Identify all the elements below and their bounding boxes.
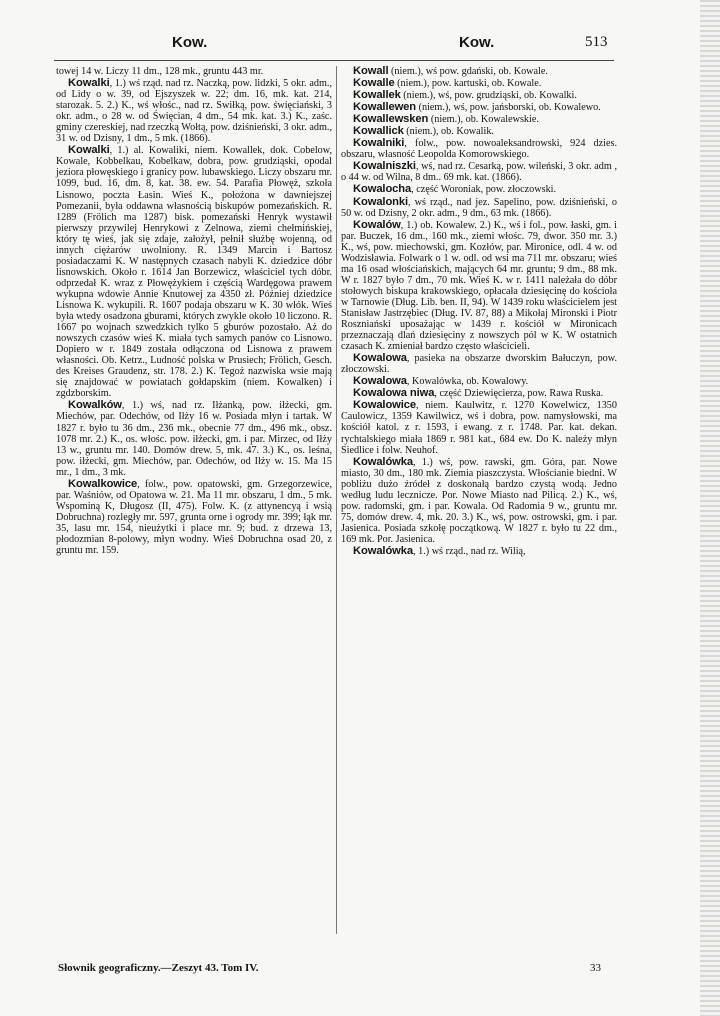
dictionary-entry — [341, 102, 617, 113]
entry-headword: Kowalniki — [353, 137, 405, 150]
entry-text: (niem.), wś, pow. jańsborski, ob. Kowalewo. — [416, 102, 601, 114]
entry-headword: Kowalowa niwa — [353, 387, 435, 400]
dictionary-entry — [341, 546, 617, 557]
header-left-guideword: Kow. — [172, 34, 208, 51]
entry-text: , 1.) wś rząd. nad rz. Naczką, pow. lidzki, 5 okr. adm., od Lidy o w. 39, od Ejszyszek w. 22; dm. 16, mk. kat. 214, starozak. 5. 2.) K., wś włośc., nad rz. Swiłką, pow. święciański, 3 okr. adm., o 28 w. od Święcian, 4 dm., 54 mk. kat. 3.) K., zaśc. gminy czereskiej, nad rzeczką Wołtą, pow. dziśnieński, 3 okr. adm., 31 w. od Dzisny, 1 dm., 5 mk. (1866). — [56, 78, 332, 145]
dictionary-entry — [341, 376, 617, 387]
entry-text: , 1.) al. Kowaliki, niem. Kowallek, dok. Cobelow, Kowale, Kobbelkau, Kobelkaw, dobra, pow. grudziąski, opodal jeziora płowęskiego i granicy pow. lubawskiego. Liczy obszaru mr. 1099, bud. 16, dm. 8, kat. 38. ew. 54. Parafia Płowęż, szkoła Lisnowo, poczta Łasin. Wieś K., położona w dawniejszej Pomezanii, była oddawna własnością biskupów pomezańskich. R. 1289 (Frölich ma 1287) bisk. pomezański Henryk wystawił pierwszy przywilej Henrykowi z Zelnowa, ziemi chełmińskiej, który tę wieś, jak się zdaje, założył, pełnił służbę wojenną, od innych ciężarów uwolniony. R. 1349 Marcin i Bartosz posiadaczami K. W następnych czasach nabyli K. dziedzice dóbr lisnowskich. Około r. 1614 Jan Borzewicz, właściciel tych dóbr. odprzedał K. wraz z Płowężykiem i częścią Wardęgowa prawem wykupna wdowie Annie Knutowej za 4350 zł. Później dziedzice Lisnowa K. wykupili. R. 1607 podaja obszaru w K. 30 włók. Wieś była wtedy osadzona gburami, których zwykle około 10 liczono. R. 1667 po wojnach szwedzkich tylko 5 gburów pozostało. Aż do nowszych czasów wieś K. miała tych samych panów co Lisnowo. Dopiero w r. 1849 została odłączona od Lisnowa z prawem własności. Ob. Ketrz., Ludność polska w Prusiech; Frölich, Gesch. des Kreises Graudenz, str. 178. 2.) K. Tegoż nazwiska wsie mają się znajdować w powiatach gołdapskim (niem. Kowalken) i zgdzborskim. — [56, 145, 332, 400]
entry-text: (niem.), ob. Kowalewskie. — [428, 114, 539, 126]
entry-headword: Kowalki — [68, 144, 110, 157]
dictionary-entry — [56, 145, 332, 399]
footer-signature: Słownik geograficzny.—Zeszyt 43. Tom IV. — [58, 962, 259, 974]
entry-headword: Kowalle — [353, 77, 395, 90]
entry-text: , wś rząd., nad jez. Sapelino, pow. dziśnieński, o 50 w. od Dzisny, 2 okr. adm., 9 dm., 63 mk. (1866). — [341, 196, 617, 219]
entry-text: towej 14 w. Liczy 11 dm., 128 mk., gruntu 443 mr. — [56, 66, 264, 77]
entry-text: , folw., pow. nowoaleksandrowski, 924 dzies. obszaru, własność Leopolda Komorowskiego. — [341, 138, 617, 161]
entry-text: , część Woroniak, pow. złoczowski. — [411, 184, 557, 196]
entry-continuation — [56, 66, 332, 77]
entry-text: (niem.), wś pow. gdański, ob. Kowale. — [388, 66, 548, 77]
entry-headword: Kowalonki — [353, 195, 409, 208]
entry-text: , niem. Kaulwitz, r. 1270 Kowelwicz, 1350 Caulowicz, 1359 Kawilwicz, wś i dobra, pow. namysłowski, ma kościół katol. z r. 1593, i ewang. z r. 1748. Par. kat. dekan. rychtalskiego miała 1869 r. 981 kat., 684 ew. Do K. należy młyn Siedlice i folw. Neuhof. — [341, 400, 617, 456]
running-header — [0, 34, 720, 54]
footer-sheet-number: 33 — [590, 962, 601, 974]
dictionary-entry — [341, 66, 617, 77]
entry-headword: Kowalniszki — [353, 160, 416, 173]
dictionary-entry — [341, 161, 617, 183]
entry-text: (niem.), ob. Kowalik. — [403, 126, 494, 138]
entry-headword: Kowallek — [353, 89, 401, 102]
dictionary-entry — [341, 78, 617, 89]
dictionary-entry — [341, 400, 617, 455]
entry-headword: Kowalów — [353, 218, 401, 231]
header-right-guideword: Kow. — [459, 34, 495, 51]
entry-headword: Kowalków — [68, 399, 122, 412]
entry-text: , pasieka na obszarze dworskim Bałuczyn, pow. złoczowski. — [341, 353, 617, 376]
column-divider — [336, 66, 337, 934]
entry-text: , część Dziewięcierza, pow. Rawa Ruska. — [434, 388, 604, 400]
entry-headword: Kowalowa — [353, 352, 407, 365]
entry-headword: Kowallewen — [353, 101, 417, 114]
right-column — [341, 66, 617, 558]
dictionary-entry — [341, 184, 617, 195]
entry-headword: Kowalocha — [353, 183, 412, 196]
entry-text: , 1.) wś, pow. rawski, gm. Góra, par. Nowe miasto, 30 dm., 180 mk. Ziemia piaszczysta. Włościanie biedni. W pobliżu dużo źródeł z doskonałą bardzo czystą wodą. Jedno według ludu lecznicze. Por. Nowe Miasto nad Pilicą. 2.) K., wś, pow. radomski, gm. i par. Kowala. Od Radomia 9 w., gruntu mr. 75, domów drew. 4, mk. 20. 3.) K., wś, pow. ostrowski, gm. i par. Jasienica. Posiada szkołę początkową. W 1827 r. było tu 22 dm., 169 mk. Por. Jasienica. — [341, 456, 617, 545]
entry-headword: Kowalówka — [353, 455, 414, 468]
dictionary-entry — [56, 479, 332, 556]
dictionary-entry — [56, 400, 332, 477]
page-footer — [0, 962, 720, 978]
dictionary-entry — [341, 457, 617, 545]
dictionary-entry — [341, 220, 617, 353]
dictionary-entry — [341, 138, 617, 160]
page-number: 513 — [585, 34, 608, 50]
entry-headword: Kowalówka — [353, 544, 414, 557]
entry-text: , 1.) ob. Kowalew. 2.) K., wś i fol., pow. łaski, gm. i par. Buczek, 16 dm., 160 mk., ziemi włośc. 79, dwor. 350 mr. 3.) K., wś, pow. miechowski, gm. Kozłów, par. Mironice, odl. 4 w. od Wodzisławia. Folwark o 1 w. odl. od wsi ma 711 mr. obszaru; wieś ma 16 osad włościańskich, mających 64 mr. gruntu; 9 dm., 88 mk. W r. 1827 było 7 dm., 70 mk. Wieś K. w r. 1411 należała do dóbr stołowych biskupa krakowskiego, opłacała dziesięcinę do kościoła w Tarnowie (Dług. Lib. ben. II, 94). W 1439 roku właścicielem jest Stanisław Jastrzębiec (Dług. IV. 87, 88) a Mikołaj Mironski i Piotr Roszniański uposażając w 1439 r. kościół w Mironicach przeznaczają dlań dziesięciny z nowszych pól w K. W ostatnich czasach K. zmieniał bardzo często właścicieli. — [341, 219, 617, 353]
entry-headword: Kowalki — [68, 77, 110, 90]
entry-headword: Kowalkowice — [68, 477, 138, 490]
dictionary-entry — [341, 90, 617, 101]
entry-text: , 1.) wś, nad rz. Iłżanką, pow. iłżecki, gm. Miechów, par. Odechów, od Iłży 16 w. Posiada młyn i tartak. W 1827 r. było tu 36 dm., 236 mk., obecnie 77 dm., 496 mk., obsz. 1078 mr. 2.) K., os. włośc. pow. iłżecki, gm. i par. Mirzec, od Iłży 13 w., gruntu mr. 140. Domów drew. 5, mk. 47. 3.) K., os. leśna, pow. iłżecki, gm. Miechów, par. Odechów, od Iłży w. 15. Ma 15 mr., 1 dm., 3 mk. — [56, 400, 332, 478]
dictionary-entry — [341, 197, 617, 219]
entry-text: , Kowalówka, ob. Kowalowy. — [406, 376, 529, 388]
dictionary-entry — [341, 114, 617, 125]
scan-edge-ruler — [700, 0, 720, 1016]
dictionary-entry — [56, 78, 332, 144]
entry-headword: Kowallick — [353, 125, 404, 138]
entry-headword: Kowallewsken — [353, 113, 429, 126]
entry-headword: Kowalowa — [353, 375, 407, 388]
entry-text: (niem.), pow. kartuski, ob. Kowale. — [394, 78, 542, 90]
header-rule — [54, 60, 614, 61]
entry-headword: Kowalowice — [353, 399, 417, 412]
dictionary-entry — [341, 388, 617, 399]
entry-text: , folw., pow. opatowski, gm. Grzegorzewice, par. Waśniów, od Opatowa w. 21. Ma 11 mr. obszaru, 1 dm., 5 mk. Wspominą K, Długosz (II, 475). Folw. K. (z attynencyą i wsią Dobruchna) rozległy mr. 597, grunta orne i ogrody mr. 399; łąk mr. 35, lasu mr. 154, nieużytki i place mr. 9; bud. z drzewa 13, płodozmian 8-polowy, młyn wodny. Wieś Dobruchna osad 20, z gruntu mr. 159. — [56, 478, 332, 557]
left-column — [56, 66, 332, 557]
dictionary-entry — [341, 353, 617, 375]
entry-text: , 1.) wś rząd., nad rz. Wilią, — [413, 545, 526, 557]
entry-text: , wś, nad rz. Cesarką, pow. wileński, 3 okr. adm , o 44 w. od Wilna, 8 dm.. 69 mk. kat. (1866). — [341, 161, 617, 184]
entry-text: (niem.), wś, pow. grudziąski, ob. Kowalki. — [400, 90, 577, 102]
dictionary-entry — [341, 126, 617, 137]
entry-headword: Kowall — [353, 65, 389, 77]
